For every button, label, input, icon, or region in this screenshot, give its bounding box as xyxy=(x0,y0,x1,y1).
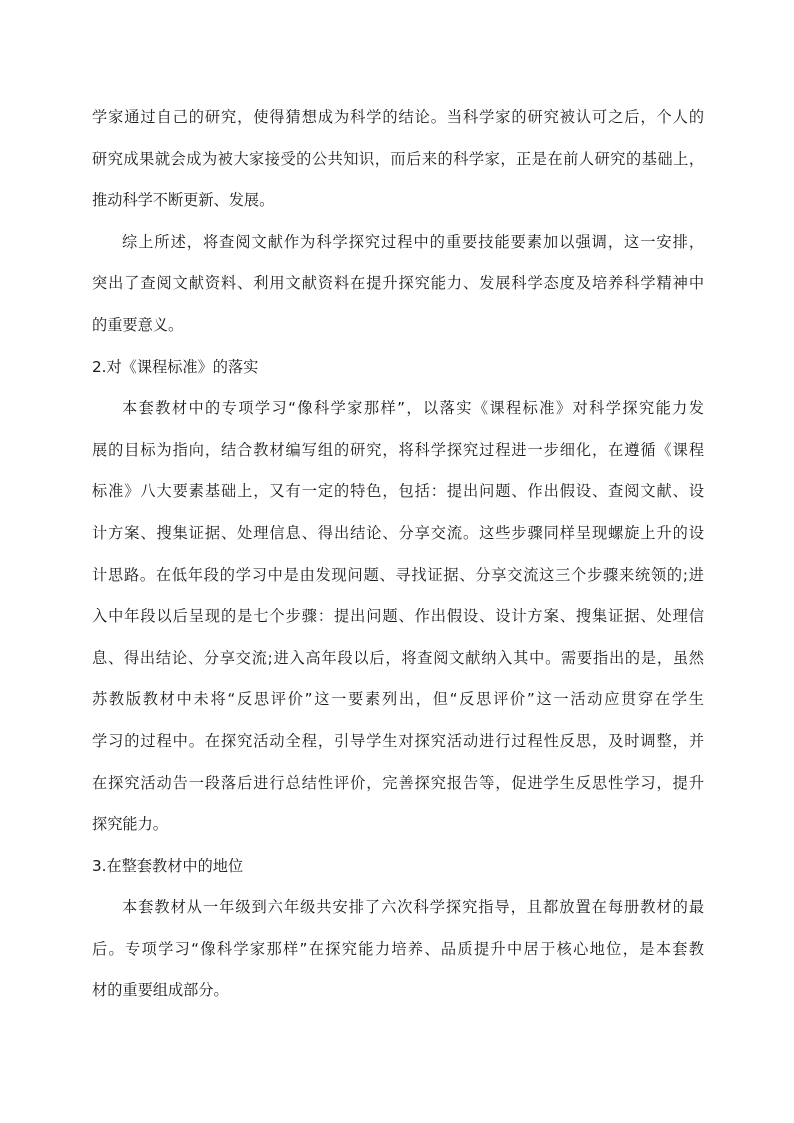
paragraph-line: 展的目标为指向，结合教材编写组的研究，将科学探究过程进一步细化，在遵循《课程 xyxy=(92,440,704,459)
paragraph-line: 本套教材中的专项学习“像科学家那样”，以落实《课程标准》对科学探究能力发 xyxy=(122,399,704,418)
paragraph-line: 后。专项学习“像科学家那样”在探究能力培养、品质提升中居于核心地位，是本套教 xyxy=(92,939,704,958)
paragraph-line: 在探究活动告一段落后进行总结性评价，完善探究报告等，促进学生反思性学习，提升 xyxy=(92,773,704,792)
section-heading xyxy=(92,352,704,394)
paragraph-line: 标准》八大要素基础上，又有一定的特色，包括：提出问题、作出假设、查阅文献、设 xyxy=(92,482,704,501)
paragraph-line: 突出了查阅文献资料、利用文献资料在提升探究能力、发展科学态度及培养科学精神中 xyxy=(92,274,704,293)
paragraph-line: 本套教材从一年级到六年级共安排了六次科学探究指导，且都放置在每册教材的最 xyxy=(122,898,704,917)
paragraph-line: 材的重要组成部分。 xyxy=(92,981,229,1000)
paragraph-line: 学习的过程中。在探究活动全程，引导学生对探究活动进行过程性反思，及时调整，并 xyxy=(92,731,704,750)
paragraph-line: 计方案、搜集证据、处理信息、得出结论、分享交流。这些步骤同样呈现螺旋上升的设 xyxy=(92,523,704,542)
paragraph-line: 综上所述，将查阅文献作为科学探究过程中的重要技能要素加以强调，这一安排， xyxy=(122,232,704,251)
heading-text: 2.对《课程标准》的落实 xyxy=(92,357,259,376)
paragraph-line: 入中年段以后呈现的是七个步骤：提出问题、作出假设、设计方案、搜集证据、处理信 xyxy=(92,607,704,626)
paragraph-line: 的重要意义。 xyxy=(92,315,184,334)
body-paragraph xyxy=(92,102,704,227)
paragraph-line: 计思路。在低年段的学习中是由发现问题、寻找证据、分享交流这三个步骤来统领的;进 xyxy=(92,565,704,584)
body-paragraph xyxy=(92,892,704,1017)
document-body xyxy=(92,102,704,1017)
paragraph-line: 学家通过自己的研究，使得猜想成为科学的结论。当科学家的研究被认可之后，个人的 xyxy=(92,108,704,126)
paragraph-line: 苏教版教材中未将“反思评价”这一要素列出，但“反思评价”这一活动应贯穿在学生 xyxy=(92,690,704,709)
paragraph-line: 推动科学不断更新、发展。 xyxy=(92,191,275,210)
section-heading xyxy=(92,851,704,893)
paragraph-line: 息、得出结论、分享交流;进入高年段以后，将查阅文献纳入其中。需要指出的是，虽然 xyxy=(92,648,704,667)
body-paragraph xyxy=(92,227,704,352)
paragraph-line: 探究能力。 xyxy=(92,815,168,834)
body-paragraph xyxy=(92,393,704,851)
paragraph-line: 研究成果就会成为被大家接受的公共知识，而后来的科学家，正是在前人研究的基础上， xyxy=(92,149,704,168)
heading-text: 3.在整套教材中的地位 xyxy=(92,856,244,875)
